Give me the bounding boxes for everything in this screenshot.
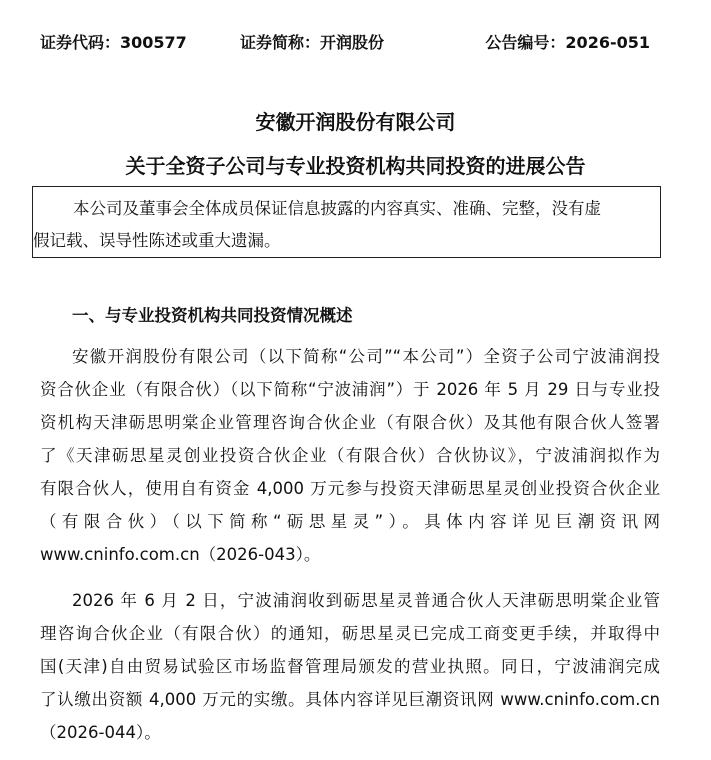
paragraph-line: 理咨询合伙企业（有限合伙）的通知，砺思星灵已完成工商变更手续，并取得中 xyxy=(40,624,660,643)
paragraph-progress xyxy=(40,584,660,749)
paragraph-overview xyxy=(40,340,660,571)
paragraph-line: 了《天津砺思星灵创业投资合伙企业（有限合伙）合伙协议》，宁波浦润拟作为 xyxy=(40,446,660,465)
paragraph-line: www.cninfo.com.cn（2026-043）。 xyxy=(40,545,321,564)
company-title: 安徽开润股份有限公司 xyxy=(255,110,456,134)
section-heading: 一、与专业投资机构共同投资情况概述 xyxy=(72,306,353,325)
paragraph-line: 了认缴出资额 4,000 万元的实缴。具体内容详见巨潮资讯网 www.cninfo.com.cn xyxy=(40,690,660,709)
securities-code: 证券代码：300577 xyxy=(40,33,187,52)
paragraph-line: 资合伙企业（有限合伙）（以下简称“宁波浦润”）于 2026 年 5 月 29 日与专业投 xyxy=(40,380,660,399)
paragraph-line: （有限合伙）（以下简称“砺思星灵”）。具体内容详见巨潮资讯网 xyxy=(40,512,660,531)
paragraph-line: 有限合伙人，使用自有资金 4,000 万元参与投资天津砺思星灵创业投资合伙企业 xyxy=(40,479,660,498)
paragraph-line: 安徽开润股份有限公司（以下简称“公司”“本公司”）全资子公司宁波浦润投 xyxy=(72,347,660,366)
document-header xyxy=(40,30,650,56)
notice-line: 假记载、误导性陈述或重大遗漏。 xyxy=(33,231,281,250)
paragraph-line: 资机构天津砺思明棠企业管理咨询合伙企业（有限合伙）及其他有限合伙人签署 xyxy=(40,413,660,432)
securities-short-name: 证券简称：开润股份 xyxy=(240,33,385,52)
paragraph-line: （2026-044）。 xyxy=(40,723,161,742)
disclosure-notice-box xyxy=(32,186,661,258)
paragraph-line: 2026 年 6 月 2 日，宁波浦润收到砺思星灵普通合伙人天津砺思明棠企业管 xyxy=(72,591,660,610)
notice-line: 本公司及董事会全体成员保证信息披露的内容真实、准确、完整，没有虚 xyxy=(73,199,601,218)
announcement-number: 公告编号：2026-051 xyxy=(485,33,650,52)
announcement-title: 关于全资子公司与专业投资机构共同投资的进展公告 xyxy=(125,154,586,178)
paragraph-line: 国(天津)自由贸易试验区市场监督管理局颁发的营业执照。同日，宁波浦润完成 xyxy=(40,657,660,676)
